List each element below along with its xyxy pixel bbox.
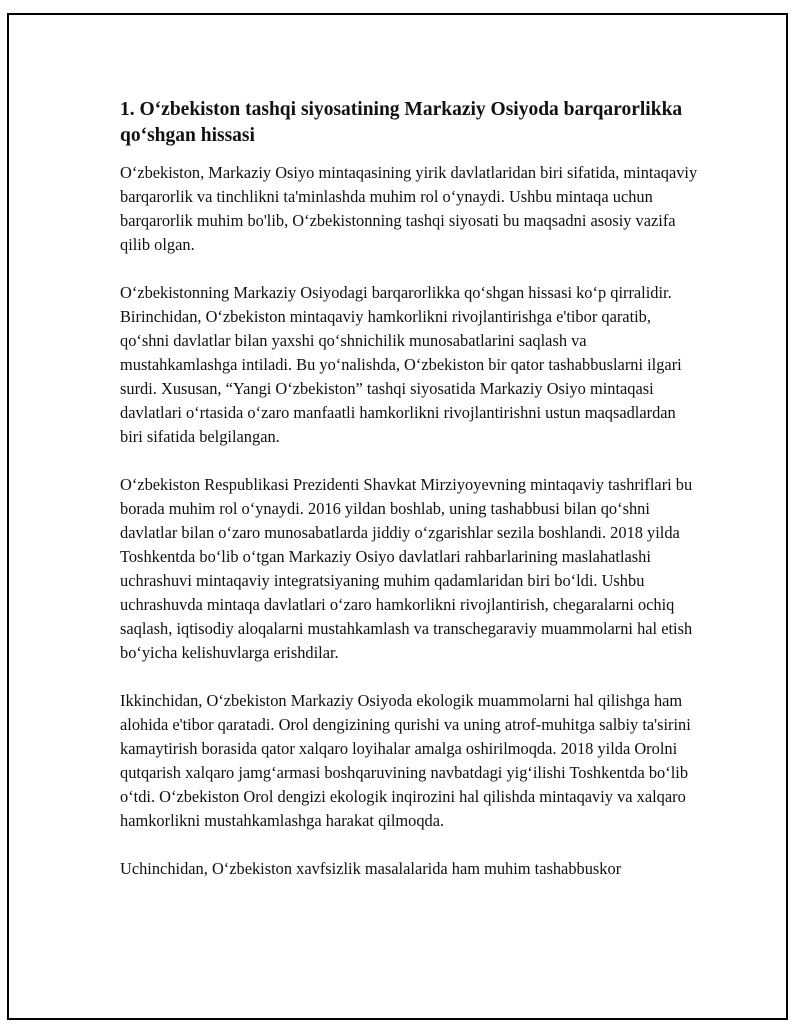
document-body [120,97,700,905]
paragraph-4: Ikkinchidan, O‘zbekiston Markaziy Osiyoda ekologik muammolarni hal qilishga ham alohida e'tibor qaratadi. Orol dengizining qurishi va uning atrof-muhitga salbiy ta'sirini kamaytirish borasida qator xalqaro loyihalar amalga oshirilmoqda. 2018 yilda Orolni qutqarish xalqaro jamg‘armasi boshqaruvining navbatdagi yig‘ilishi Toshkentda bo‘lib o‘tdi. O‘zbekiston Orol dengizi ekologik inqirozini hal qilishda mintaqaviy va xalqaro hamkorlikni mustahkamlashga harakat qilmoqda. [120,691,691,830]
paragraph-3: O‘zbekiston Respublikasi Prezidenti Shavkat Mirziyoyevning mintaqaviy tashriflari bu borada muhim rol o‘ynaydi. 2016 yildan boshlab, uning tashabbusi bilan qo‘shni davlatlar bilan o‘zaro munosabatlarda jiddiy o‘zgarishlar sezila boshlandi. 2018 yilda Toshkentda bo‘lib o‘tgan Markaziy Osiyo davlatlari rahbarlarining maslahatlashi uchrashuvi mintaqaviy integratsiyaning muhim qadamlaridan biri bo‘ldi. Ushbu uchrashuvda mintaqa davlatlari o‘zaro hamkorlikni rivojlantirish, chegaralarni ochiq saqlash, iqtisodiy aloqalarni mustahkamlash va transchegaraviy muammolarni hal etish bo‘yicha kelishuvlarga erishdilar. [120,475,693,662]
paragraph-1: O‘zbekiston, Markaziy Osiyo mintaqasining yirik davlatlaridan biri sifatida, mintaqaviy barqarorlik va tinchlikni ta'minlashda muhim rol o‘ynaydi. Ushbu mintaqa uchun barqarorlik muhim bo'lib, O‘zbekistonning tashqi siyosati bu maqsadni asosiy vazifa qilib olgan. [120,163,698,254]
paragraph-5: Uchinchidan, O‘zbekiston xavfsizlik masalalarida ham muhim tashabbuskor [120,859,622,878]
paragraph-2: O‘zbekistonning Markaziy Osiyodagi barqarorlikka qo‘shgan hissasi ko‘p qirralidir. Birinchidan, O‘zbekiston mintaqaviy hamkorlikni rivojlantirishga e'tibor qaratib, qo‘shni davlatlar bilan yaxshi qo‘shnichilik munosabatlarini saqlash va mustahkamlashga intiladi. Bu yo‘nalishda, O‘zbekiston bir qator tashabbuslarni ilgari surdi. Xususan, “Yangi O‘zbekiston” tashqi siyosatida Markaziy Osiyo mintaqasi davlatlari o‘rtasida o‘zaro manfaatli hamkorlikni rivojlantirishni ustun maqsadlardan biri sifatida belgilangan. [120,283,682,446]
document-page [7,13,788,1020]
section-heading: 1. O‘zbekiston tashqi siyosatining Markaziy Osiyoda barqarorlikka qo‘shgan hissasi [120,99,683,146]
